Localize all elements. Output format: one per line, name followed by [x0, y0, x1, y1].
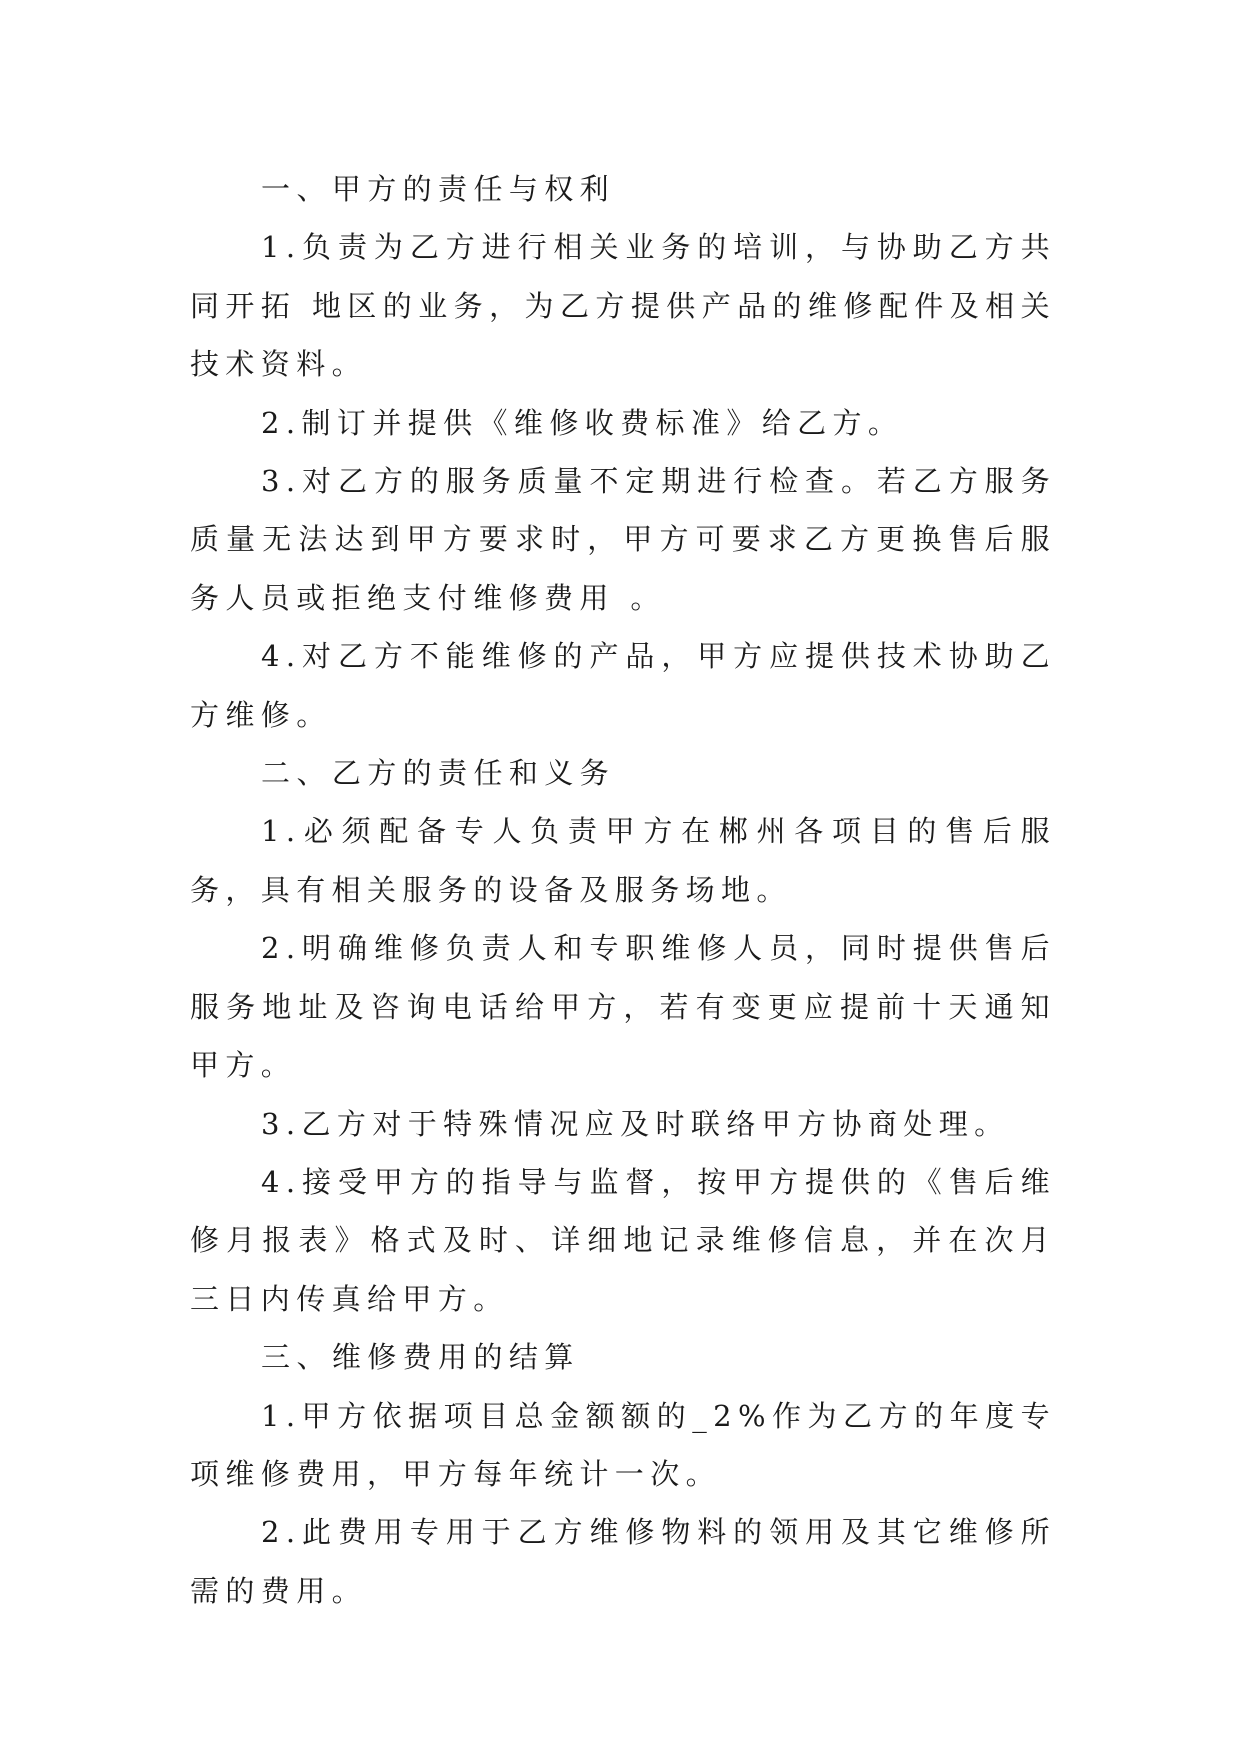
- section2-item-1: 1.必须配备专人负责甲方在郴州各项目的售后服务，具有相关服务的设备及服务场地。: [190, 814, 1056, 907]
- section-heading-1: 一、甲方的责任与权利: [261, 172, 616, 206]
- section2-item-2: 2.明确维修负责人和专职维修人员，同时提供售后服务地址及咨询电话给甲方，若有变更应提前十天通知甲方。: [190, 931, 1056, 1083]
- section1-item-2: 2.制订并提供《维修收费标准》给乙方。: [261, 405, 904, 440]
- section-heading-3: 三、维修费用的结算: [261, 1340, 580, 1375]
- section1-item-1: 1.负责为乙方进行相关业务的培训，与协助乙方共同开拓 地区的业务，为乙方提供产品的维修配件及相关技术资料。: [190, 230, 1056, 382]
- section3-item-2: 2.此费用专用于乙方维修物料的领用及其它维修所需的费用。: [190, 1515, 1056, 1608]
- section2-item-3: 3.乙方对于特殊情况应及时联络甲方协商处理。: [261, 1106, 1010, 1141]
- section-heading-2: 二、乙方的责任和义务: [261, 756, 616, 791]
- section1-item-4: 4.对乙方不能维修的产品，甲方应提供技术协助乙方维修。: [190, 639, 1056, 732]
- section1-item-3: 3.对乙方的服务质量不定期进行检查。若乙方服务质量无法达到甲方要求时，甲方可要求乙方更换售后服务人员或拒绝支付维修费用 。: [190, 464, 1056, 615]
- document-body: [190, 160, 1056, 1620]
- section2-item-4: 4.接受甲方的指导与监督，按甲方提供的《售后维修月报表》格式及时、详细地记录维修信息，并在次月三日内传真给甲方。: [190, 1164, 1056, 1316]
- section3-item-1: 1.甲方依据项目总金额额的_2%作为乙方的年度专项维修费用，甲方每年统计一次。: [190, 1398, 1056, 1491]
